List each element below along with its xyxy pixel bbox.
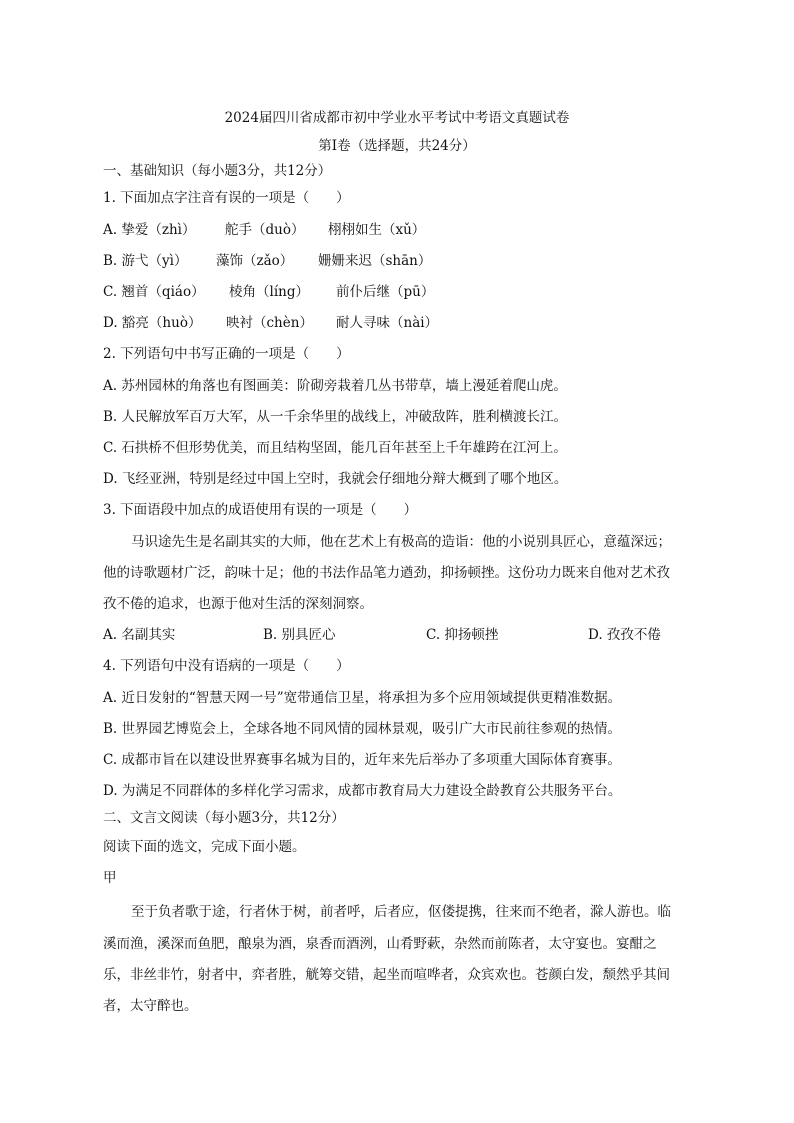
q2-option-c: C. 石拱桥不但形势优美，而且结构坚固，能几百年甚至上千年雄跨在江河上。 [103, 440, 567, 456]
classical-passage-line-1: 至于负者歌于途，行者休于树，前者呼，后者应，伛偻提携，往来而不绝者，滁人游也。临 [131, 904, 671, 920]
section2-instruction: 阅读下面的选文，完成下面小题。 [103, 839, 306, 855]
q1-option-c-1: C. 翘首（qiáo） [103, 284, 205, 300]
q2-option-a: A. 苏州园林的角落也有图画美：阶砌旁栽着几丛书带草，墙上漫延着爬山虎。 [103, 378, 567, 394]
q2-option-b: B. 人民解放军百万大军，从一千余华里的战线上，冲破敌阵，胜利横渡长江。 [103, 409, 568, 425]
q4-option-c: C. 成都市旨在以建设世界赛事名城为目的，近年来先后举办了多项重大国际体育赛事。 [103, 752, 621, 768]
q1-option-c-3: 前仆后继（pū） [336, 284, 435, 300]
q3-option-d: D. 孜孜不倦 [588, 627, 661, 643]
q2-option-d: D. 飞经亚洲，特别是经过中国上空时，我就会仔细地分辩大概到了哪个地区。 [103, 471, 568, 487]
q3-passage-line-1: 马识途先生是名副其实的大师，他在艺术上有极高的造诣：他的小说别具匠心，意蕴深远； [131, 534, 671, 550]
section2-heading: 二、文言文阅读（每小题3分，共12分） [103, 810, 345, 826]
passage-part-label: 甲 [103, 870, 117, 886]
q1-option-a-2: 舵手（duò） [225, 222, 305, 238]
q1-option-c-2: 棱角（líng） [229, 284, 309, 300]
q1-option-d-1: D. 豁亮（huò） [103, 315, 202, 331]
classical-passage-line-3: 乐，非丝非竹，射者中，弈者胜，觥筹交错，起坐而喧哗者，众宾欢也。苍颜白发，颓然乎其间 [103, 967, 670, 983]
q4-option-b: B. 世界园艺博览会上，全球各地不同风情的园林景观，吸引广大市民前往参观的热情。 [103, 721, 622, 737]
q4-option-a: A. 近日发射的“智慧天网一号”宽带通信卫星，将承担为多个应用领域提供更精准数据。 [103, 690, 622, 706]
classical-passage-line-4: 者，太守醉也。 [103, 998, 198, 1014]
document-title: 2024届四川省成都市初中学业水平考试中考语文真题试卷 [224, 110, 570, 126]
q1-stem: 1. 下面加点字注音有误的一项是（ ） [103, 190, 350, 206]
q1-option-a-3: 栩栩如生（xǔ） [328, 222, 426, 238]
volume-title: 第Ⅰ卷（选择题，共24分） [318, 138, 476, 154]
classical-passage-line-2: 溪而渔，溪深而鱼肥，酿泉为酒，泉香而酒洌，山肴野蔌，杂然而前陈者，太守宴也。宴酣之 [103, 936, 657, 952]
q1-option-d-2: 映衬（chèn） [226, 315, 313, 331]
q1-option-b-2: 藻饰（zǎo） [216, 253, 294, 269]
q4-stem: 4. 下列语句中没有语病的一项是（ ） [103, 658, 350, 674]
q3-stem: 3. 下面语段中加点的成语使用有误的一项是（ ） [103, 502, 418, 518]
q1-option-b-3: 姗姗来迟（shān） [318, 253, 432, 269]
q1-option-d-3: 耐人寻味（nài） [336, 315, 439, 331]
section1-heading: 一、基础知识（每小题3分，共12分） [103, 163, 332, 179]
q1-option-a-1: A. 挚爱（zhì） [103, 222, 196, 238]
q4-option-d: D. 为满足不同群体的多样化学习需求，成都市教育局大力建设全龄教育公共服务平台。 [103, 783, 622, 799]
q1-option-b-1: B. 游弋（yì） [103, 253, 188, 269]
q3-option-a: A. 名副其实 [103, 627, 176, 643]
q3-option-b: B. 别具匠心 [263, 627, 336, 643]
q3-passage-line-2: 他的诗歌题材广泛，韵味十足；他的书法作品笔力遒劲，抑扬顿挫。这份功力既来自他对艺术孜 [103, 565, 670, 581]
q3-option-c: C. 抑扬顿挫 [426, 627, 499, 643]
q2-stem: 2. 下列语句中书写正确的一项是（ ） [103, 346, 350, 362]
q3-passage-line-3: 孜不倦的追求，也源于他对生活的深刻洞察。 [103, 596, 373, 612]
